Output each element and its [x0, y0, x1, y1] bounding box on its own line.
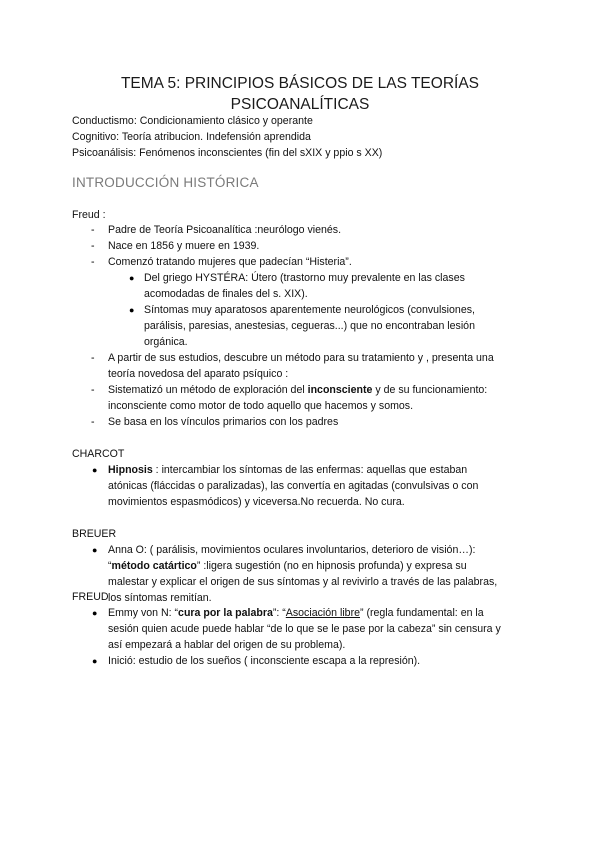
freud-2-line-2: sesión quien acude puede hablar “de lo que se le pase por la cabeza” sin censura y — [108, 623, 501, 635]
dash-marker: - — [91, 256, 95, 268]
freud-item-5-line-1 — [108, 382, 487, 398]
freud-sub-1-line-2: acomodadas de finales del s. XIX). — [144, 288, 308, 300]
dash-marker: - — [91, 240, 95, 252]
bold-term-hipnosis: Hipnosis — [108, 464, 153, 476]
freud-sub-2-line-3: orgánica. — [144, 336, 188, 348]
text-segment: y de su funcionamiento: — [372, 384, 488, 396]
bold-term-inconsciente: inconsciente — [307, 384, 373, 396]
title-line-2: PSICOANALÍTICAS — [230, 96, 370, 113]
freud-item-6: Se basa en los vínculos primarios con los padres — [108, 416, 339, 428]
freud-item-1: Padre de Teoría Psicoanalítica :neurólogo vienés. — [108, 224, 342, 236]
text-segment: : intercambiar los síntomas de las enfermas: aquellas que estaban — [152, 464, 468, 476]
freud-2-line-3: así empezará a hablar del origen de su problema). — [108, 639, 346, 651]
text-segment: Sistematizó un método de exploración del — [108, 384, 308, 396]
breuer-heading: BREUER — [72, 528, 117, 540]
text-segment: Emmy von N: “ — [108, 607, 179, 619]
breuer-line-1: Anna O: ( parálisis, movimientos oculares involuntarios, deterioro de visión…): — [108, 544, 476, 556]
dash-marker: - — [91, 416, 95, 428]
freud-item-2: Nace en 1856 y muere en 1939. — [108, 240, 260, 252]
bullet-marker: ● — [92, 608, 98, 618]
title-line-1: TEMA 5: PRINCIPIOS BÁSICOS DE LAS TEORÍAS — [120, 75, 480, 92]
dash-marker: - — [91, 384, 95, 396]
freud-item-4-line-2: teoría novedosa del aparato psíquico : — [108, 368, 289, 380]
charcot-heading: CHARCOT — [72, 448, 125, 460]
underlined-term-asociacion-libre: Asociación libre — [285, 607, 360, 619]
dash-marker: - — [91, 224, 95, 236]
charcot-line-1 — [108, 462, 467, 478]
bullet-marker: ● — [92, 656, 98, 666]
text-segment: ” :ligera sugestión (no en hipnosis profunda) y expresa su — [196, 560, 467, 572]
freud-item-4-line-1: A partir de sus estudios, descubre un método para su tratamiento y , presenta una — [108, 352, 494, 364]
freud-item-3: Comenzó tratando mujeres que padecían “Histeria”. — [108, 256, 352, 268]
bold-term-cura-por-la-palabra: cura por la palabra — [178, 607, 273, 619]
bullet-marker: ● — [129, 305, 135, 315]
dash-marker: - — [91, 352, 95, 364]
freud-2-heading: FREUD — [72, 591, 109, 603]
charcot-line-2: atónicas (fláccidas o paralizadas), las convertía en agitadas (convulsivas o con — [108, 480, 479, 492]
text-segment: “ — [108, 560, 112, 572]
summary-line-1: Conductismo: Condicionamiento clásico y operante — [72, 115, 313, 127]
breuer-line-3: malestar y explicar el origen de sus síntomas y al revivirlo a través de las palabras, — [108, 576, 498, 588]
freud-2-line-4: Inició: estudio de los sueños ( inconsciente escapa a la represión). — [108, 655, 421, 667]
freud-2-line-1 — [108, 605, 484, 621]
freud-sub-2-line-2: parálisis, paresias, anestesias, cegueras...) que no encontraban lesión — [144, 320, 475, 332]
breuer-line-4: los síntomas remitían. — [108, 592, 212, 604]
charcot-line-3: movimientos espasmódicos) y viceversa.No recuerda. No cura. — [108, 496, 405, 508]
section-heading-intro: INTRODUCCIÓN HISTÓRICA — [72, 175, 259, 190]
summary-line-2: Cognitivo: Teoría atribucion. Indefensión aprendida — [72, 131, 311, 143]
freud-sub-2-line-1: Síntomas muy aparatosos aparentemente neurológicos (convulsiones, — [144, 304, 475, 316]
text-segment: ”: “ — [272, 607, 286, 619]
bullet-marker: ● — [92, 465, 98, 475]
freud-label: Freud : — [72, 209, 106, 221]
summary-line-3: Psicoanálisis: Fenómenos inconscientes (fin del sXIX y ppio s XX) — [72, 147, 383, 159]
page-title — [60, 73, 540, 115]
bullet-marker: ● — [129, 273, 135, 283]
bold-term-metodo-catartico: método catártico — [111, 560, 197, 572]
bullet-marker: ● — [92, 545, 98, 555]
breuer-line-2 — [108, 558, 467, 574]
text-segment: ” (regla fundamental: en la — [360, 607, 484, 619]
freud-sub-1-line-1: Del griego HYSTÉRA: Útero (trastorno muy prevalente en las clases — [144, 272, 465, 284]
freud-item-5-line-2: inconsciente como motor de todo aquello que hacemos y somos. — [108, 400, 414, 412]
